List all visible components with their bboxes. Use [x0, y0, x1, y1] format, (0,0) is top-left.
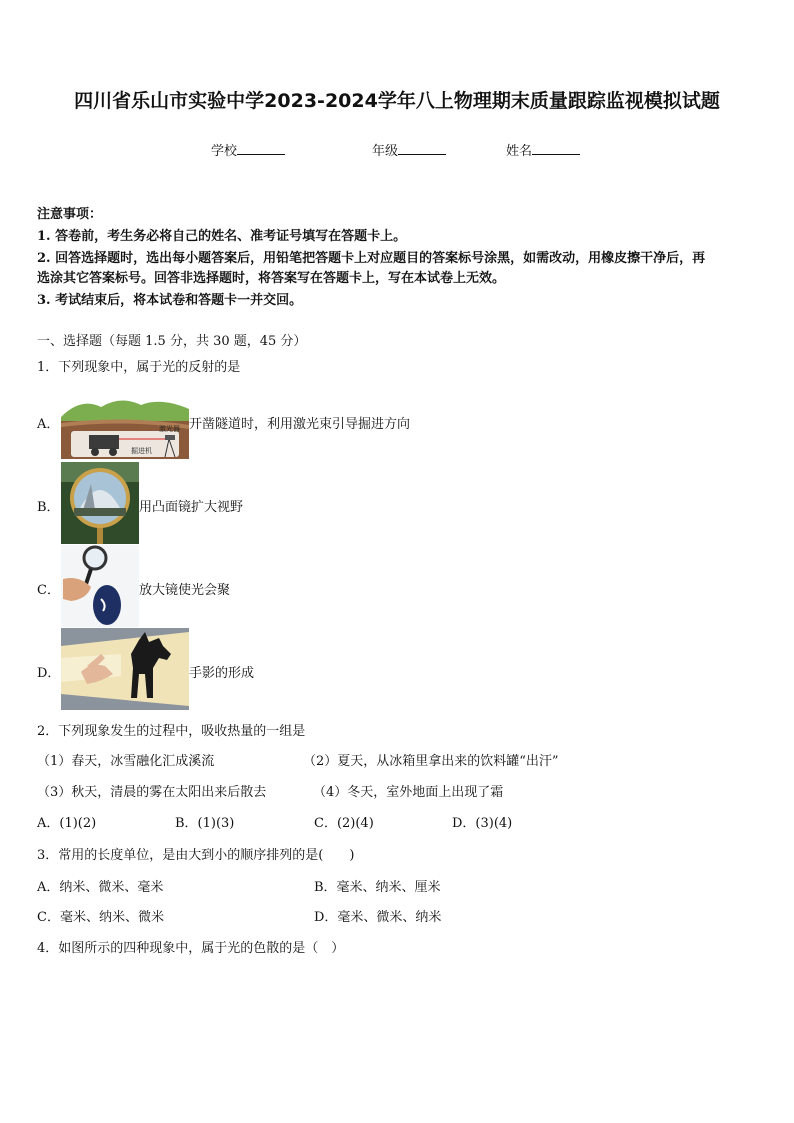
q4-stem: 4．如图所示的四种现象中，属于光的色散的是（ ） [37, 941, 345, 956]
school-blank [237, 142, 285, 155]
q2-option-d: D．(3)(4) [452, 816, 513, 831]
q2-option-b: B．(1)(3) [175, 816, 235, 831]
school-label: 学校 [211, 144, 238, 159]
q1-option-a-text: 开凿隧道时，利用激光束引导掘进方向 [189, 417, 411, 432]
name-label: 姓名 [506, 144, 533, 159]
magnifier-image [61, 545, 139, 627]
q2-item: （4）冬天，室外地面上出现了霜 [313, 785, 504, 800]
note-item: 1. 答卷前，考生务必将自己的姓名、准考证号填写在答题卡上。 [37, 229, 407, 244]
note-item: 选涂其它答案标号。回答非选择题时，将答案写在答题卡上，写在本试卷上无效。 [37, 271, 506, 286]
q3-option-b: B．毫米、纳米、厘米 [314, 880, 441, 895]
hand-shadow-image [61, 628, 189, 710]
name-field [506, 140, 580, 159]
q1-option-d-text: 手影的形成 [189, 666, 255, 681]
q3-option-a: A．纳米、微米、毫米 [37, 880, 164, 895]
notes-heading: 注意事项： [37, 207, 103, 222]
school-field [211, 140, 285, 159]
name-blank [532, 142, 580, 155]
grade-blank [398, 142, 446, 155]
q3-stem: 3．常用的长度单位，是由大到小的顺序排列的是( ) [37, 848, 355, 863]
q2-item: （3）秋天，清晨的雾在太阳出来后散去 [37, 785, 267, 800]
q1-option-c-letter: C． [37, 583, 60, 598]
grade-field [372, 140, 446, 159]
section-heading: 一、选择题（每题 1.5 分，共 30 题，45 分） [37, 334, 307, 349]
q2-item: （2）夏天，从冰箱里拿出来的饮料罐“出汗” [303, 754, 559, 769]
laser-label: 激光器 [159, 425, 180, 433]
q1-stem: 1．下列现象中，属于光的反射的是 [37, 360, 241, 375]
q1-option-b-text: 用凸面镜扩大视野 [139, 500, 244, 515]
q1-option-d-letter: D． [37, 666, 61, 681]
q2-stem: 2．下列现象发生的过程中，吸收热量的一组是 [37, 724, 306, 739]
q1-option-b-letter: B． [37, 500, 60, 515]
page-title: 四川省乐山市实验中学2023-2024学年八上物理期末质量跟踪监视模拟试题 [74, 90, 720, 112]
q2-option-a: A．(1)(2) [37, 816, 97, 831]
grade-label: 年级 [372, 144, 399, 159]
q2-option-c: C．(2)(4) [314, 816, 374, 831]
q3-option-c: C．毫米、纳米、微米 [37, 910, 164, 925]
tunnel-laser-image [61, 395, 189, 459]
convex-mirror-image [61, 462, 139, 544]
q3-option-d: D．毫米、微米、纳米 [314, 910, 442, 925]
boring-machine-label: 掘进机 [131, 447, 152, 455]
note-item: 3. 考试结束后，将本试卷和答题卡一并交回。 [37, 293, 303, 308]
q2-item: （1）春天，冰雪融化汇成溪流 [37, 754, 215, 769]
q1-option-a-letter: A． [37, 417, 60, 432]
note-item: 2. 回答选择题时，选出每小题答案后，用铅笔把答题卡上对应题目的答案标号涂黑，如需改动，用橡皮擦干净后，再 [37, 251, 706, 266]
q1-option-c-text: 放大镜使光会聚 [139, 583, 231, 598]
